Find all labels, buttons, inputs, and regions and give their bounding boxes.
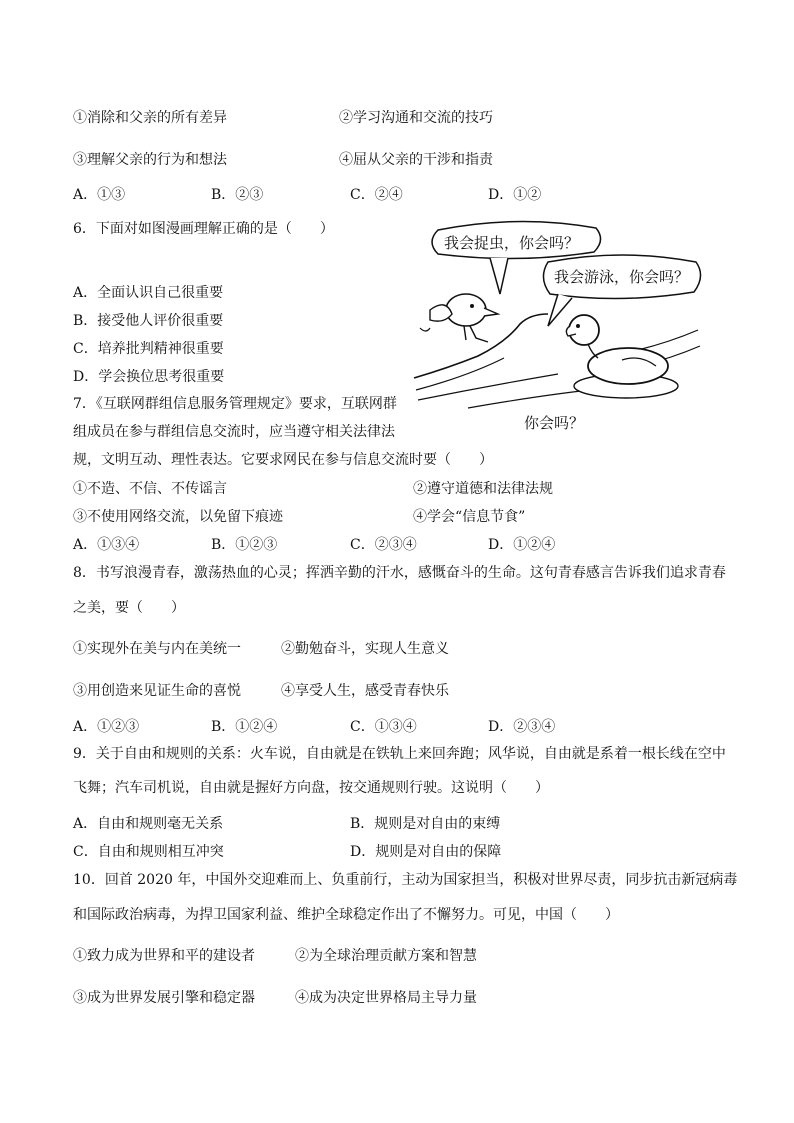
q7-choice-a: A．①③④: [73, 537, 140, 553]
q10-option-1: ①致力成为世界和平的建设者: [73, 948, 255, 964]
q5-choice-d: D．①②: [488, 187, 542, 203]
q10-option-2: ②为全球治理贡献方案和智慧: [295, 948, 477, 964]
q5-option-2: ②学习沟通和交流的技巧: [339, 110, 493, 126]
duck-icon: [566, 315, 678, 398]
q8-stem-line-2: 之美，要（ ）: [73, 600, 185, 616]
q6-choice-d: D．学会换位思考很重要: [73, 369, 225, 385]
water-line: [418, 374, 558, 400]
q7-stem-line-2: 组成员在参与群组信息交流时，应当遵守相关法律法: [73, 424, 395, 440]
q9-stem-line-1: 9．关于自由和规则的关系：火车说，自由就是在铁轨上来回奔跑；风华说，自由就是系着一根长线在空中: [73, 746, 726, 762]
q9-choice-a: A．自由和规则毫无关系: [73, 816, 224, 832]
bubble-2-text: 我会游泳，你会吗？: [554, 268, 690, 286]
q8-choice-c: C．①③④: [350, 719, 417, 735]
q7-choice-b: B．①②③: [211, 537, 278, 553]
q6-choice-c: C．培养批判精神很重要: [73, 341, 224, 357]
q7-option-2: ②遵守道德和法律法规: [413, 481, 553, 497]
q6-stem: 6．下面对如图漫画理解正确的是（ ）: [73, 221, 334, 237]
q7-choice-c: C．②③④: [350, 537, 417, 553]
q8-option-2: ②勤勉奋斗，实现人生意义: [281, 641, 449, 657]
bubble-1-text: 我会捉虫，你会吗？: [444, 234, 580, 252]
q5-option-1: ①消除和父亲的所有差异: [73, 110, 227, 126]
q10-stem-line-2: 和国际政治病毒，为捍卫国家利益、维护全球稳定作出了不懈努力。可见，中国（ ）: [73, 907, 619, 923]
q6-choice-a: A．全面认识自己很重要: [73, 285, 224, 301]
q7-stem-line-3: 规，文明互动、理性表达。它要求网民在参与信息交流时要（ ）: [73, 452, 493, 468]
q7-option-1: ①不造、不信、不传谣言: [73, 481, 227, 497]
chick-icon: [420, 294, 498, 342]
q8-stem-line-1: 8．书写浪漫青春，激荡热血的心灵；挥洒辛勤的汗水，感慨奋斗的生命。这句青春感言告诉我们追求青春: [73, 565, 726, 581]
q7-stem-line-1: 7．《互联网群组信息服务管理规定》要求，互联网群: [73, 396, 397, 412]
q10-option-3: ③成为世界发展引擎和稳定器: [73, 990, 255, 1006]
q5-choice-b: B．②③: [211, 187, 264, 203]
q8-choice-d: D．②③④: [488, 719, 556, 735]
q9-stem-line-2: 飞舞；汽车司机说，自由就是握好方向盘，按交通规则行驶。这说明（ ）: [73, 780, 549, 796]
cartoon-caption: 你会吗？: [524, 414, 585, 432]
water-line: [638, 330, 698, 350]
q7-choice-d: D．①②④: [488, 537, 556, 553]
q7-option-3: ③不使用网络交流，以免留下痕迹: [73, 509, 283, 525]
q10-stem-line-1: 10．回首 2020 年，中国外交迎难而上、负重前行，主动为国家担当，积极对世界尽责，同步抗击新冠病毒: [73, 872, 738, 888]
q8-option-1: ①实现外在美与内在美统一: [73, 641, 241, 657]
q8-choice-a: A．①②③: [73, 719, 140, 735]
q6-choice-b: B．接受他人评价很重要: [73, 313, 224, 329]
q7-option-4: ④学会“信息节食”: [413, 509, 526, 525]
q10-option-4: ④成为决定世界格局主导力量: [295, 990, 477, 1006]
q5-choice-c: C．②④: [350, 187, 403, 203]
q5-option-3: ③理解父亲的行为和想法: [73, 152, 227, 168]
cartoon-illustration: [408, 218, 708, 440]
q5-option-4: ④屈从父亲的干涉和指责: [339, 152, 493, 168]
speech-bubble-2-tail: [548, 294, 572, 326]
q8-choice-b: B．①②④: [211, 719, 278, 735]
q9-choice-c: C．自由和规则相互冲突: [73, 844, 224, 860]
q5-choice-a: A．①③: [73, 187, 126, 203]
q8-option-4: ④享受人生，感受青春快乐: [281, 683, 449, 699]
q9-choice-d: D．规则是对自由的保障: [350, 844, 502, 860]
q8-option-3: ③用创造来见证生命的喜悦: [73, 683, 241, 699]
speech-bubble-1-tail: [490, 258, 508, 294]
q9-choice-b: B．规则是对自由的束缚: [350, 816, 501, 832]
